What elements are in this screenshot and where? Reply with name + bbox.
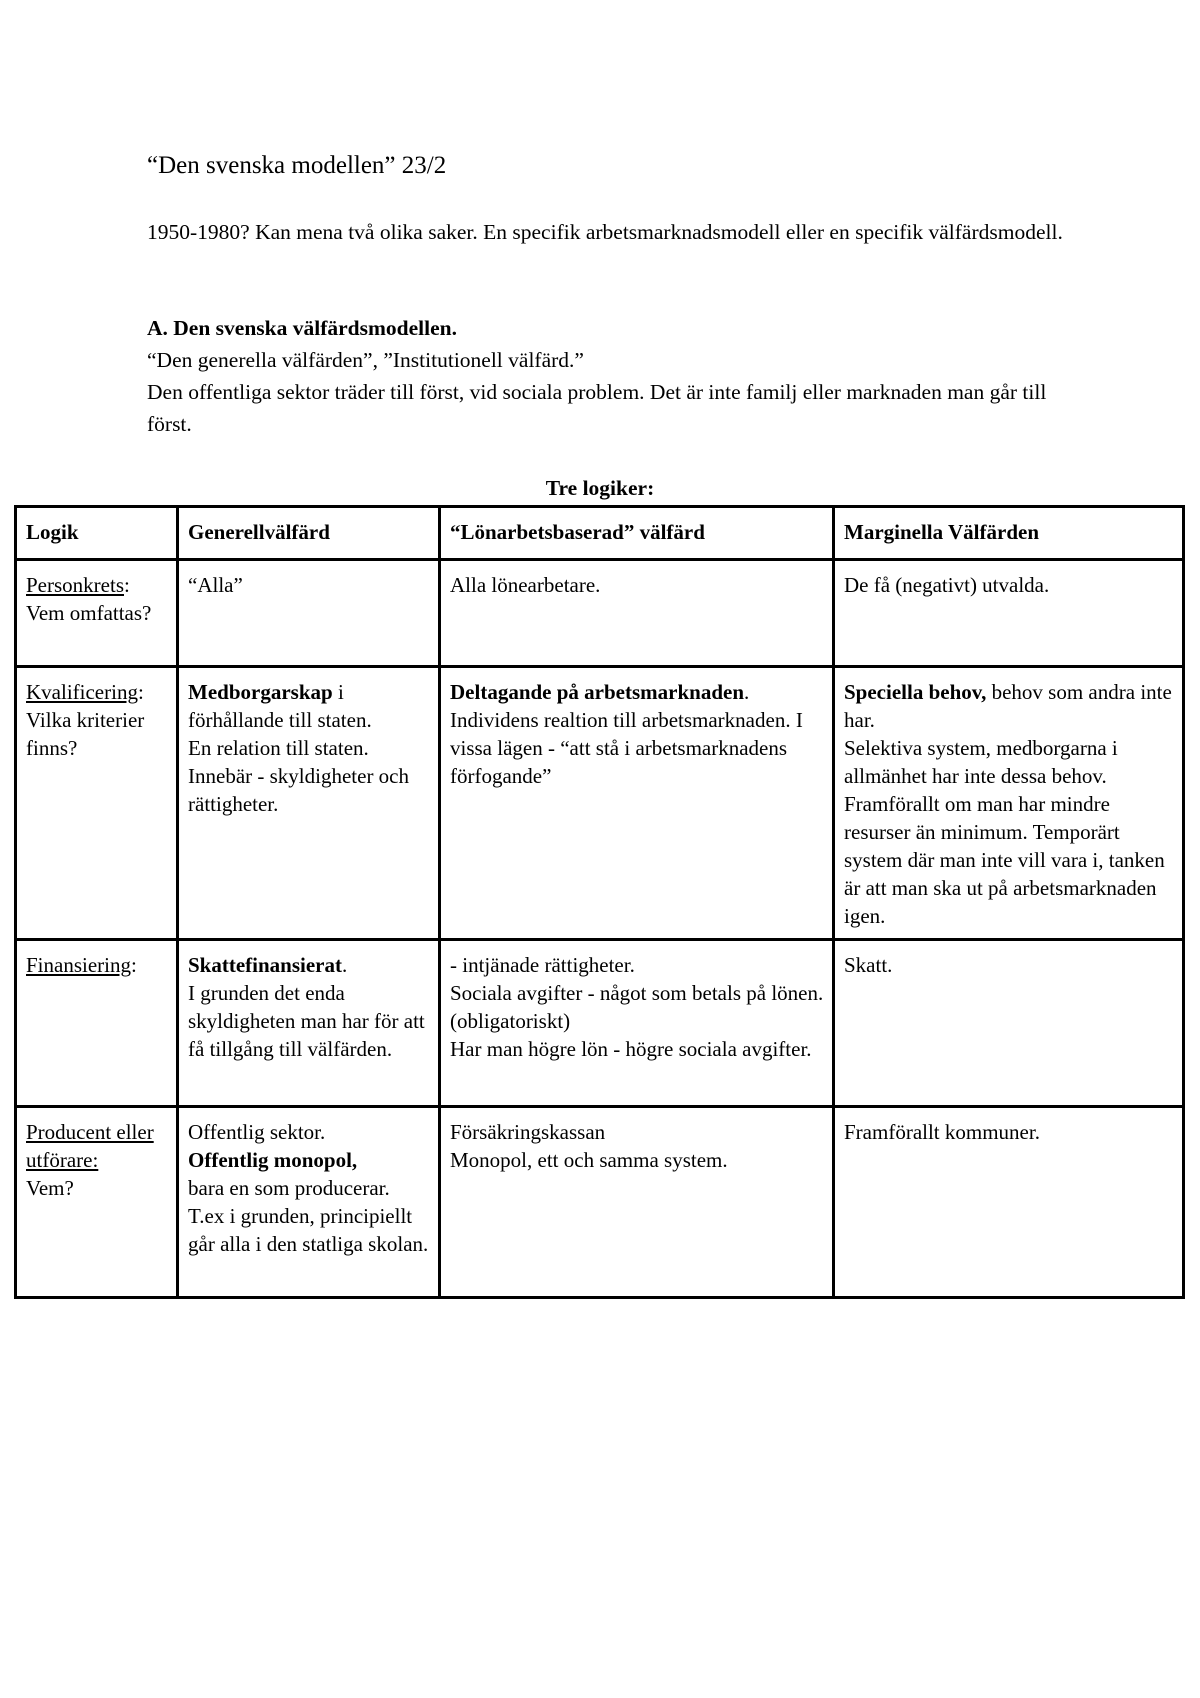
cell-marginell: Skatt.	[834, 940, 1184, 1107]
cell-line: Offentlig sektor.	[188, 1120, 326, 1144]
cell-text: behov som andra inte har.	[844, 680, 1172, 732]
cell-bold-text: Skattefinansierat	[188, 953, 342, 977]
section-heading: A. Den svenska välfärdsmodellen.	[147, 316, 457, 340]
row-label-rest: : Vilka kriterier finns?	[26, 680, 145, 760]
cell-bold-text: Offentlig monopol,	[188, 1148, 358, 1172]
table-row-kvalificering	[16, 667, 1184, 940]
row-label-kvalificering	[16, 667, 178, 940]
cell-line: Framförallt om man har mindre resurser än minimum. Temporärt system där man inte vill vara i, tanken är att man ska ut på arbetsmarknaden igen.	[844, 792, 1165, 928]
header-lonarbete: “Lönarbetsbaserad” välfärd	[440, 507, 834, 560]
cell-line: Selektiva system, medborgarna i allmänhet har inte dessa behov.	[844, 736, 1118, 788]
cell-line: - intjänade rättigheter.	[450, 953, 635, 977]
intro-paragraph: 1950-1980? Kan mena två olika saker. En specifik arbetsmarknadsmodell eller en specifik välfärdsmodell.	[147, 220, 1063, 244]
table-header-row	[16, 507, 1184, 560]
header-marginell: Marginella Välfärden	[834, 507, 1184, 560]
document-title: “Den svenska modellen” 23/2	[147, 152, 447, 179]
cell-marginell	[834, 667, 1184, 940]
cell-line: I grunden det enda skyldigheten man har för att få tillgång till välfärden.	[188, 981, 425, 1061]
cell-lonarbete	[440, 1107, 834, 1298]
row-label-rest: : Vem omfattas?	[26, 573, 152, 625]
cell-line: Monopol, ett och samma system.	[450, 1148, 728, 1172]
row-label-underlined: Finansiering	[26, 953, 131, 977]
logic-table	[14, 505, 1185, 1299]
section-line-2: Den offentliga sektor träder till först, vid sociala problem. Det är inte familj eller marknaden man går till först.	[147, 380, 1047, 436]
cell-line: Individens realtion till arbetsmarknaden. I vissa lägen - “att stå i arbetsmarknadens förfogande”	[450, 708, 803, 788]
section-line-1: “Den generella välfärden”, ”Institutionell välfärd.”	[147, 348, 584, 372]
cell-lonarbete: Alla lönearbetare.	[440, 560, 834, 667]
cell-line: Har man högre lön - högre sociala avgifter.	[450, 1037, 812, 1061]
cell-bold-text: Medborgarskap	[188, 680, 333, 704]
row-label-underlined: Personkrets	[26, 573, 124, 597]
cell-generell	[178, 667, 440, 940]
row-label-rest: Vem?	[26, 1176, 74, 1200]
table-row-finansiering	[16, 940, 1184, 1107]
cell-text: i förhållande till staten.	[188, 680, 372, 732]
row-label-underlined: Producent eller utförare:	[26, 1120, 154, 1172]
row-label-producent	[16, 1107, 178, 1298]
cell-line: Innebär - skyldigheter och rättigheter.	[188, 764, 410, 816]
cell-generell	[178, 940, 440, 1107]
cell-line: Försäkringskassan	[450, 1120, 606, 1144]
cell-line: En relation till staten.	[188, 736, 369, 760]
table-row-personkrets	[16, 560, 1184, 667]
cell-lonarbete	[440, 667, 834, 940]
cell-line: Sociala avgifter - något som betals på lönen. (obligatoriskt)	[450, 981, 824, 1033]
section-a	[147, 312, 1067, 440]
cell-bold-text: Deltagande på arbetsmarknaden	[450, 680, 745, 704]
cell-generell: “Alla”	[178, 560, 440, 667]
cell-lonarbete	[440, 940, 834, 1107]
header-logik: Logik	[16, 507, 178, 560]
row-label-underlined: Kvalificering	[26, 680, 138, 704]
table-row-producent	[16, 1107, 1184, 1298]
header-generell: Generellvälfärd	[178, 507, 440, 560]
row-label-finansiering	[16, 940, 178, 1107]
cell-generell	[178, 1107, 440, 1298]
cell-line: bara en som producerar. T.ex i grunden, principiellt går alla i den statliga skolan.	[188, 1176, 429, 1256]
row-label-rest: :	[131, 953, 137, 977]
row-label-personkrets	[16, 560, 178, 667]
cell-marginell: De få (negativt) utvalda.	[834, 560, 1184, 667]
cell-bold-text: Speciella behov,	[844, 680, 987, 704]
table-title: Tre logiker:	[545, 476, 655, 500]
cell-text: .	[744, 680, 750, 704]
cell-marginell: Framförallt kommuner.	[834, 1107, 1184, 1298]
cell-text: .	[342, 953, 348, 977]
